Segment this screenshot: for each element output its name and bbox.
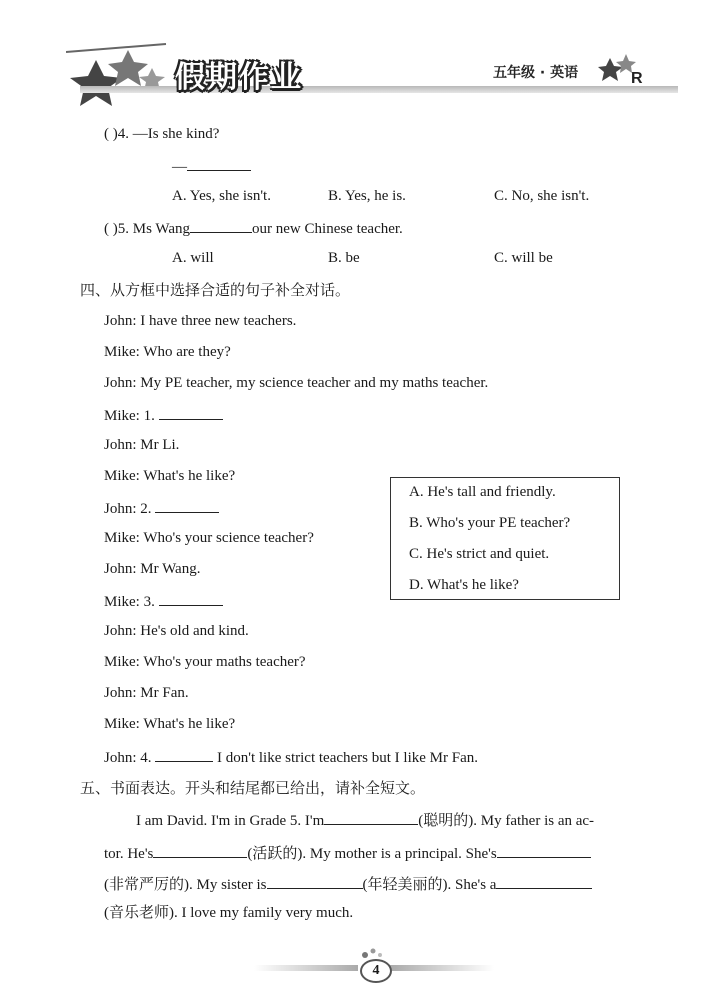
dialogue-line [104, 621, 249, 641]
header-bar [80, 86, 678, 93]
q5-option-b: B. be [328, 250, 360, 266]
speaker: John: [104, 750, 137, 766]
dialogue-line [104, 652, 306, 672]
dialogue-line [104, 435, 179, 455]
utterance-after: I don't like strict teachers but I like Mr Fan. [217, 750, 478, 766]
q4-option-b: B. Yes, he is. [328, 188, 406, 204]
essay-text: (年轻美丽的). She's a [362, 877, 497, 893]
speaker: John: [104, 561, 137, 577]
dialogue-line [104, 746, 478, 768]
utterance: What's he like? [143, 468, 236, 484]
dialogue-line [104, 714, 235, 734]
utterance: Mr Fan. [140, 685, 189, 701]
dialogue-line [104, 528, 314, 548]
speaker: John: [104, 623, 137, 639]
essay-line-2 [104, 842, 591, 864]
header-title: 假期作业 [175, 60, 303, 95]
dialogue-line [104, 466, 235, 486]
speaker: Mike: [104, 408, 140, 424]
speaker: Mike: [104, 716, 140, 732]
utterance: Mr Wang. [140, 561, 201, 577]
speaker: John: [104, 685, 137, 701]
q5-blank[interactable] [190, 217, 252, 233]
speaker: Mike: [104, 344, 140, 360]
utterance: Who's your science teacher? [143, 530, 314, 546]
speaker: Mike: [104, 468, 140, 484]
utterance: Mr Li. [140, 437, 180, 453]
dialogue-line [104, 311, 296, 331]
dialogue-line [104, 342, 231, 362]
dialogue-blank-3[interactable] [159, 590, 223, 606]
utterance: I have three new teachers. [140, 313, 297, 329]
essay-blank-smart[interactable] [324, 809, 418, 825]
header-star-decoration [66, 40, 176, 110]
utterance: 4. [140, 750, 152, 766]
essay-text: (聪明的). My father is an ac- [418, 813, 595, 829]
essay-line-3 [104, 873, 592, 895]
q4-option-a: A. Yes, she isn't. [172, 188, 271, 204]
q5-question-before: 5. Ms Wang [117, 221, 191, 237]
q5-line [104, 217, 403, 239]
q5-option-c: C. will be [494, 250, 553, 266]
essay-line-1 [136, 809, 594, 831]
dialogue-line [104, 559, 200, 579]
dialogue-line [104, 497, 219, 519]
q4-response-blank[interactable] [187, 155, 251, 171]
essay-blank-strict[interactable] [497, 842, 591, 858]
essay-blank-music-teacher[interactable] [496, 873, 592, 889]
essay-text: (非常严厉的). My sister is [104, 877, 267, 893]
utterance: 2. [140, 501, 152, 517]
q4-question: 4. —Is she kind? [117, 126, 220, 142]
speaker: John: [104, 375, 137, 391]
dialogue-blank-4[interactable] [155, 746, 213, 762]
box-option-c: C. He's strict and quiet. [409, 546, 550, 562]
q4-option-c: C. No, she isn't. [494, 188, 590, 204]
speaker: John: [104, 501, 137, 517]
footer-dots-decoration [355, 946, 395, 960]
box-option-b: B. Who's your PE teacher? [409, 515, 571, 531]
box-option-a: A. He's tall and friendly. [409, 484, 556, 500]
utterance: He's old and kind. [140, 623, 249, 639]
header-edition-letter: R [631, 70, 643, 87]
essay-blank-young-beautiful[interactable] [267, 873, 363, 889]
page-number: 4 [360, 959, 392, 983]
q5-question-after: our new Chinese teacher. [252, 221, 403, 237]
dialogue-line [104, 683, 189, 703]
essay-text: I am David. I'm in Grade 5. I'm [136, 813, 325, 829]
utterance: My PE teacher, my science teacher and my maths teacher. [140, 375, 489, 391]
footer-bar-left [254, 965, 358, 971]
dialogue-line [104, 404, 223, 426]
q4-answer-paren[interactable]: ( ) [104, 126, 118, 142]
essay-blank-active[interactable] [153, 842, 247, 858]
box-option-d: D. What's he like? [409, 577, 519, 593]
speaker: John: [104, 437, 137, 453]
options-box [390, 477, 620, 600]
essay-text: (活跃的). My mother is a principal. She's [247, 846, 497, 862]
utterance: 1. [143, 408, 155, 424]
section4-heading: 四、从方框中选择合适的句子补全对话。 [80, 281, 351, 299]
speaker: Mike: [104, 594, 140, 610]
essay-line-4 [104, 903, 353, 923]
dialogue-blank-1[interactable] [159, 404, 223, 420]
dialogue-blank-2[interactable] [155, 497, 219, 513]
section5-heading: 五、书面表达。开头和结尾都已给出，请补全短文。 [80, 779, 426, 797]
q5-option-a: A. will [172, 250, 214, 266]
speaker: John: [104, 313, 137, 329]
speaker: Mike: [104, 530, 140, 546]
essay-text: (音乐老师). I love my family very much. [104, 905, 354, 921]
q4-line [104, 124, 219, 144]
footer-bar-right [390, 965, 494, 971]
utterance: Who's your maths teacher? [143, 654, 306, 670]
q4-dash: — [172, 159, 187, 175]
speaker: Mike: [104, 654, 140, 670]
header-grade-subject: 五年级 · 英语 [493, 65, 579, 81]
essay-text: tor. He's [104, 846, 154, 862]
q5-answer-paren[interactable]: ( ) [104, 221, 118, 237]
q4-response-line [172, 155, 251, 177]
utterance: 3. [143, 594, 155, 610]
utterance: Who are they? [143, 344, 231, 360]
dialogue-line [104, 373, 488, 393]
dialogue-line [104, 590, 223, 612]
utterance: What's he like? [143, 716, 236, 732]
